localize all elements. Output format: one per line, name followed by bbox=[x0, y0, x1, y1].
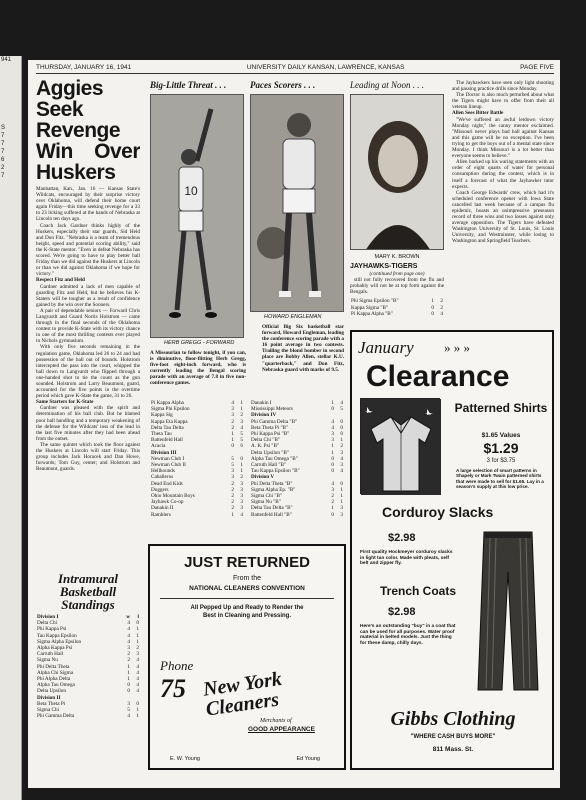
coats-price: $2.98 bbox=[388, 606, 416, 618]
wins: 4 bbox=[127, 626, 130, 633]
losses: 3 bbox=[340, 505, 343, 512]
wins: 4 bbox=[127, 632, 130, 639]
losses: 1 bbox=[340, 437, 343, 444]
team-name: Delta Upsilon "B" bbox=[251, 449, 289, 456]
team-name: Phi Gamma Delta bbox=[37, 713, 75, 720]
prev-page-fragment: 7 bbox=[1, 173, 5, 179]
wins: 2 bbox=[231, 493, 234, 500]
store-tagline: "WHERE CASH BUYS MORE" bbox=[410, 734, 496, 740]
continuation-note: (continued from page one) bbox=[369, 271, 425, 277]
team-name: Pi Kappa Alpha bbox=[151, 400, 184, 406]
photo2-signature: HOWARD ENGLEMAN bbox=[264, 314, 322, 320]
losses: 1 bbox=[340, 493, 343, 500]
team-name: Caballeros bbox=[151, 474, 174, 481]
wins: 2 bbox=[231, 424, 234, 431]
team-name: Alpha Tau Omega bbox=[37, 682, 75, 689]
standings-table bbox=[150, 400, 244, 518]
team-name: Dead End Kids bbox=[151, 480, 183, 487]
prev-page-fragment: S bbox=[1, 125, 6, 131]
slacks-description: First quality Hockmeyer corduroy slacks in light tan color. Made with pleats, self belt and zipper fly. bbox=[360, 550, 453, 567]
shirts-multi-price: 3 for $3.75 bbox=[486, 458, 516, 464]
ad-phone-word: Phone bbox=[160, 658, 194, 673]
team-name: Phi Alpha Delta bbox=[37, 676, 71, 683]
article-paragraph: Gardner was pleased with the spirit and determination of his ball club. But he blamed poor ball handling and a temporary weakening of the defense for the Wildcats' loss of the lead in the last five minutes after they had been ahead from the outset. bbox=[36, 405, 140, 442]
team-name: Kappa Sig bbox=[151, 412, 173, 419]
team-name: Danakin II bbox=[151, 505, 174, 512]
photo2-caption: Paces Scorers . . . bbox=[250, 80, 316, 90]
wins: 4 bbox=[127, 620, 130, 627]
team-name: Tau Kappa Epsilon bbox=[37, 632, 77, 639]
wins: 2 bbox=[331, 493, 334, 500]
team-name: Phi Delta Theta "B" bbox=[251, 480, 293, 487]
article-subhead: Same Starters for K-State bbox=[36, 399, 94, 406]
team-name: Alpha Tau Omega "B" bbox=[251, 455, 298, 462]
wins: 0 bbox=[331, 455, 334, 462]
shirts-price: $1.29 bbox=[483, 440, 519, 456]
team-name: Phi Delta Theta bbox=[37, 663, 70, 670]
wins: 2 bbox=[231, 418, 234, 425]
prev-page-fragment: 941 bbox=[1, 57, 12, 63]
wins: 1 bbox=[331, 443, 334, 450]
wins: 1 bbox=[431, 298, 434, 305]
team-name: Tau Kappa Epsilon "B" bbox=[251, 468, 300, 475]
article-subhead: Allen Sees Bitter Battle bbox=[452, 110, 504, 117]
standings-row bbox=[350, 311, 444, 317]
player-silhouette-icon bbox=[151, 95, 244, 338]
losses: 4 bbox=[340, 455, 343, 462]
losses: 5 bbox=[240, 431, 243, 438]
ad-phone-number: 75 bbox=[160, 674, 186, 703]
wins: 2 bbox=[127, 657, 130, 664]
team-name: Beta Theta Pi "B" bbox=[251, 424, 289, 431]
team-name: Phi Sigma Epsilon "B" bbox=[351, 298, 399, 305]
team-name: Phi Gamma Delta "B" bbox=[251, 418, 298, 425]
coats-description: Here's an outstanding "buy" in a coat that can be used for all purposes. Water proof material in belted models. Just the thing for these damp, chilly days. bbox=[360, 624, 456, 646]
article-paragraph: With only five seconds remaining in the regulation game, Oklahoma led 26 to 24 and had possession of the ball out of bounds. Holstrom intercepted the pass into the court, whipped the ball down to Langvardt who flipped through a one-handed shot to tie the count as the gun sounded. Holstrom and Larry Beaumont, guard, accounted for the five points in the overtime period which gave K-State the game, 31 to 26. bbox=[36, 344, 140, 400]
wins: 5 bbox=[127, 707, 130, 714]
prev-page-fragment: 7 bbox=[1, 133, 5, 139]
losses: 3 bbox=[240, 505, 243, 512]
ad-from: From the bbox=[232, 575, 261, 582]
issue-date: THURSDAY, JANUARY 16, 1941 bbox=[36, 64, 132, 71]
wins: 5 bbox=[231, 455, 234, 462]
paper-name: UNIVERSITY DAILY KANSAN, LAWRENCE, KANSAS bbox=[246, 64, 405, 71]
new-york-cleaners-ad bbox=[148, 544, 346, 770]
division-label: Division I bbox=[37, 614, 59, 620]
photo3-caption: Leading at Noon . . . bbox=[350, 80, 425, 90]
slacks-price: $2.98 bbox=[388, 532, 416, 544]
team-name: Pi Kappa Alpha "B" bbox=[351, 310, 393, 317]
losses: 1 bbox=[340, 499, 343, 506]
standings-title: Intramural Basketball Standings bbox=[58, 572, 118, 612]
wins: 3 bbox=[231, 406, 234, 413]
team-name: Delta Tau Delta "B" bbox=[251, 505, 293, 512]
losses: 4 bbox=[136, 682, 139, 689]
prev-page-fragment: 7 bbox=[1, 149, 5, 155]
losses: 4 bbox=[340, 400, 343, 406]
losses: 1 bbox=[136, 626, 139, 633]
wins: 3 bbox=[231, 412, 234, 419]
photo-howard-engleman bbox=[250, 94, 344, 312]
player-silhouette-icon bbox=[251, 95, 344, 312]
store-address: 811 Mass. St. bbox=[432, 746, 474, 753]
intramural-standings bbox=[36, 572, 140, 784]
team-name: Hellhounds bbox=[151, 468, 175, 475]
wins: 1 bbox=[127, 669, 130, 676]
losses: 0 bbox=[136, 700, 139, 707]
wins: 4 bbox=[331, 480, 334, 487]
team-name: Newman Club I bbox=[151, 455, 185, 462]
losses: 2 bbox=[440, 298, 443, 305]
losses: 3 bbox=[340, 462, 343, 469]
wins: 0 bbox=[431, 304, 434, 311]
wins: 5 bbox=[231, 462, 234, 469]
losses: 3 bbox=[136, 651, 139, 658]
losses: 3 bbox=[240, 499, 243, 506]
shirts-value: $1.65 Values bbox=[481, 432, 521, 439]
lead-headline: Aggies Seek Revenge Win Over Huskers bbox=[36, 78, 140, 184]
team-name: A. K. Psi "B" bbox=[251, 443, 280, 450]
standings-continued-right bbox=[250, 400, 344, 540]
article-paragraph: Coach Jack Gardner thinks highly of the Huskers, especially their star guards, Sid Held and Don Fitz. "Nebraska is a team of tremendous height, speed and potential scoring ability," said the K-State mentor. "Even in defeat Nebraska has scored. We're going to have to play better ball Friday than we did against the Huskers at Lincoln or than we did against Oklahoma if we hope for victory." bbox=[36, 222, 140, 278]
wins-header: w bbox=[126, 614, 130, 620]
ad-line: Best in Cleaning and Pressing. bbox=[202, 613, 292, 619]
losses: 5 bbox=[240, 437, 243, 444]
team-name: Sigma Nu bbox=[37, 657, 58, 664]
team-name: Ramblers bbox=[151, 511, 171, 518]
jayhawks-standings-table bbox=[350, 298, 444, 317]
losses: 1 bbox=[240, 406, 243, 413]
shirt-icon bbox=[361, 399, 441, 495]
team-name: Battenfeld Hall "B" bbox=[251, 511, 292, 518]
wins: 0 bbox=[331, 468, 334, 475]
wins: 1 bbox=[231, 437, 234, 444]
standings-row bbox=[36, 713, 140, 719]
standings-continued-left bbox=[150, 400, 244, 540]
team-name: Acacia bbox=[151, 443, 166, 450]
gibbs-clothing-clearance-ad bbox=[350, 330, 554, 770]
standings-table bbox=[36, 614, 140, 719]
team-name: Danakin I bbox=[251, 400, 272, 406]
newspaper-page bbox=[28, 60, 560, 788]
wins: 2 bbox=[231, 505, 234, 512]
ad-event: NATIONAL CLEANERS CONVENTION bbox=[189, 585, 305, 592]
losses: 2 bbox=[136, 645, 139, 652]
wins: 1 bbox=[331, 400, 334, 406]
team-name: Sigma Alpha Epsilon bbox=[37, 638, 82, 645]
photo-mary-k-brown bbox=[350, 94, 444, 250]
losses: 3 bbox=[240, 493, 243, 500]
division-label: Division IV bbox=[251, 412, 277, 419]
wins: 0 bbox=[231, 443, 234, 450]
losses: 1 bbox=[136, 707, 139, 714]
losses: 1 bbox=[136, 713, 139, 720]
team-name: Sigma Chi "B" bbox=[251, 493, 283, 500]
team-name: Kappa Eta Kappa bbox=[151, 418, 188, 425]
team-name: Sigma Chi bbox=[37, 707, 60, 714]
prev-page-fragment: 6 bbox=[1, 157, 5, 163]
ad-tagline: GOOD APPEARANCE bbox=[248, 726, 315, 733]
coats-title: Trench Coats bbox=[380, 584, 457, 598]
losses: 0 bbox=[340, 480, 343, 487]
losses: 5 bbox=[340, 406, 343, 413]
wins: 0 bbox=[127, 682, 130, 689]
svg-text:10: 10 bbox=[184, 184, 198, 198]
jayhawks-headline: JAYHAWKS-TIGERS bbox=[350, 263, 418, 270]
team-name: Ohio Mountain Boys bbox=[151, 493, 195, 500]
team-name: Doggers bbox=[151, 486, 169, 493]
ad-arrows: » » » bbox=[444, 340, 470, 355]
wins: 2 bbox=[231, 480, 234, 487]
article-paragraph: The Doctor is also much perturbed about what the Tigers might have to offer from their all veteran lineup. bbox=[452, 92, 554, 111]
team-name: Battenfeld Hall bbox=[151, 437, 183, 444]
team-name: Delta Tau Delta bbox=[151, 424, 184, 431]
wins: 2 bbox=[331, 499, 334, 506]
photo3-name: MARY K. BROWN bbox=[374, 254, 420, 260]
wins: 1 bbox=[231, 431, 234, 438]
wins: 0 bbox=[431, 310, 434, 317]
photo1-cutline: A Missourian to follow tonight, if you can, is diminutive, floor-flitting Herb Gregg, five-foot eight-inch forward, who is currently leading the Bengal scoring parade with an average of 7.8 in five non-conference games. bbox=[150, 350, 246, 387]
losses: 4 bbox=[136, 676, 139, 683]
wins: 3 bbox=[127, 700, 130, 707]
losses: 3 bbox=[340, 449, 343, 456]
photo2-cutline: Official Big Six basketball star forward, Howard Engleman, leading the conference scoring parade with a 16 point average in two contests. Trailing the blond bomber in second place are Bobby Allen, stellar K.U. "quarterback," and Don Fitz, Nebraska guard with marks of 9.5. bbox=[262, 324, 344, 373]
wins: 4 bbox=[127, 713, 130, 720]
losses: 2 bbox=[240, 474, 243, 481]
losses: 3 bbox=[240, 480, 243, 487]
standings-table bbox=[250, 400, 344, 518]
wins: 2 bbox=[231, 499, 234, 506]
team-name: Phi Kappa Psi bbox=[37, 626, 67, 633]
article-paragraph: Gardner admitted a lack of men capable of guarding Fitz and Held, but he believes his K-Staters will be tougher as a result of confidence gained by the win over the Sooners. bbox=[36, 283, 140, 308]
standings-row bbox=[150, 512, 244, 518]
losses: 0 bbox=[340, 424, 343, 431]
ad-tagline: Merchants of bbox=[260, 718, 292, 724]
wins: 3 bbox=[231, 474, 234, 481]
trousers-icon bbox=[468, 528, 548, 698]
losses: 1 bbox=[240, 468, 243, 475]
team-name: Delta Upsilon bbox=[37, 688, 66, 695]
ad-line: All Pepped Up and Ready to Render the bbox=[190, 605, 304, 611]
wins: 3 bbox=[331, 486, 334, 493]
wins: 3 bbox=[127, 645, 130, 652]
wins: 4 bbox=[331, 418, 334, 425]
photo1-signature: HERB GREGG - FORWARD bbox=[164, 340, 235, 346]
wins: 1 bbox=[127, 663, 130, 670]
losses: 1 bbox=[240, 400, 243, 406]
article-paragraph: A pair of dependable seniors — Forward Chris Langvardt and Guard Norris Holstrom — came through in the final seconds of the Oklahoma contest to provide K-State with its victory chance in one of the most thrilling contests ever played in Nichols gymnasium. bbox=[36, 307, 140, 345]
losses: 4 bbox=[136, 657, 139, 664]
losses: 4 bbox=[136, 669, 139, 676]
losses: 1 bbox=[136, 638, 139, 645]
wins: 4 bbox=[331, 424, 334, 431]
shirts-title: Patterned Shirts bbox=[454, 401, 548, 415]
ad-brand: New York Cleaners bbox=[201, 667, 284, 721]
wins: 1 bbox=[231, 511, 234, 518]
losses: 0 bbox=[136, 620, 139, 627]
team-name: Kappa Sigma "B" bbox=[351, 304, 389, 311]
wins: 3 bbox=[331, 431, 334, 438]
ad-title: JUST RETURNED bbox=[184, 554, 310, 571]
wins: 4 bbox=[231, 400, 234, 406]
losses: 2 bbox=[340, 443, 343, 450]
article-paragraph: Allen backed up his waring statements with an order of eight quarts of water for personal consumption during the contest, which is in itself a forecast of what the Jayhawker tutor expects. bbox=[452, 159, 554, 190]
team-name: Delta Chi "B" bbox=[251, 437, 281, 444]
wins: 1 bbox=[331, 449, 334, 456]
page-number: PAGE FIVE bbox=[520, 64, 554, 71]
page-header bbox=[36, 64, 554, 74]
prev-page-fragment: 2 bbox=[1, 165, 5, 171]
shirt-illustration bbox=[360, 398, 440, 494]
team-name: Alpha Chi Sigma bbox=[37, 669, 74, 676]
portrait-icon bbox=[351, 95, 444, 250]
losses: 1 bbox=[136, 632, 139, 639]
ad-title: Clearance bbox=[366, 360, 510, 393]
slacks-illustration bbox=[468, 528, 548, 698]
wins: 2 bbox=[127, 651, 130, 658]
team-name: Jayhawk Co-op bbox=[151, 499, 184, 506]
team-name: Beta Theta Pi bbox=[37, 700, 66, 707]
losses: 4 bbox=[340, 468, 343, 475]
article-paragraph: still not fully recovered from the flu and probably will not be at top form against the Bengals. bbox=[350, 277, 444, 296]
wins: 1 bbox=[331, 505, 334, 512]
team-name: Delta Chi bbox=[37, 620, 58, 627]
losses: 6 bbox=[240, 443, 243, 450]
losses: 3 bbox=[240, 418, 243, 425]
losses: 1 bbox=[340, 486, 343, 493]
article-paragraph: The same quintet which took the floor against the Huskers at Lincoln will start Friday. This group includes Jack Horacek and Dan Howe, forwards; Tom Guy, center; and Holstrom and Beaumont, guards. bbox=[36, 441, 140, 473]
team-name: Carruth Hall "B" bbox=[251, 462, 287, 469]
article-paragraph: "We've suffered an awful letdown victory Monday night," the canny mentor exclaimed. "Missouri never plays bad ball against Kansas and this game will be no exception. I've been trying to get the boys out of a mental state since Monday. I think Missouri is a lot better than everyone seems to believe." bbox=[452, 116, 554, 160]
team-name: Sigma Phi Epsilon bbox=[151, 406, 190, 413]
slacks-title: Corduroy Slacks bbox=[382, 504, 494, 520]
wins: 0 bbox=[331, 511, 334, 518]
losses: 4 bbox=[440, 310, 443, 317]
wins: 4 bbox=[127, 638, 130, 645]
losses-header: l bbox=[137, 614, 139, 620]
article-subhead: Respect Fitz and Held bbox=[36, 277, 85, 284]
team-name: Alpha Kappa Psi bbox=[37, 645, 73, 652]
team-name: Mississippi Meteors bbox=[251, 406, 293, 413]
wins: 3 bbox=[331, 437, 334, 444]
team-name: Sigma Alpha Ep. "B" bbox=[251, 486, 296, 493]
losses: 0 bbox=[340, 418, 343, 425]
shirts-description: A large selection of smart patterns in Shapely or Mark Twain patterned shirts that were made to sell for $1.65. Lay in a season's supply at this low price. bbox=[456, 468, 544, 490]
team-name: Carruth Hall bbox=[37, 651, 64, 658]
losses: 0 bbox=[340, 431, 343, 438]
article-paragraph: Coach George Edwards' crew, which had it's scheduled conference opener with Iowa State cancelled last week because of a campus flu epidemic, boasts an unimpressive preseason record of three wins and two losses against only average opposition. The Tigers have defeated Washington University of St. Louis, St. Louis University, and Westminster, while losing to Washington and Springfield Teachers. bbox=[452, 189, 554, 245]
ad-proprietor: Ed Young bbox=[296, 756, 320, 762]
lead-article bbox=[36, 78, 140, 568]
team-name: Newman Club II bbox=[151, 462, 186, 469]
losses: 0 bbox=[240, 455, 243, 462]
prev-page-fragment: 7 bbox=[1, 141, 5, 147]
article-paragraph: The Jayhawkers have seen only light shooting and passing practice drills since Monday. bbox=[452, 80, 554, 93]
previous-page-edge bbox=[0, 56, 22, 800]
photo-herb-gregg bbox=[150, 94, 244, 338]
wins: 3 bbox=[231, 468, 234, 475]
store-name: Gibbs Clothing bbox=[390, 708, 516, 730]
wins: 0 bbox=[331, 462, 334, 469]
division-label: Division II bbox=[37, 694, 61, 701]
losses: 4 bbox=[240, 424, 243, 431]
standings-row bbox=[250, 512, 344, 518]
losses: 3 bbox=[340, 511, 343, 518]
losses: 1 bbox=[240, 462, 243, 469]
losses: 4 bbox=[136, 663, 139, 670]
team-name: Theta Tau bbox=[151, 431, 172, 438]
losses: 4 bbox=[240, 511, 243, 518]
ad-proprietor: E. W. Young bbox=[170, 756, 200, 762]
article-paragraph: Manhattan, Kan., Jan. 16 — Kansas State's Wildcats, encouraged by their surprise victory over Oklahoma, will defend their home court again Friday—this time seeking revenge for a 33 to 23 licking suffered at the hands of Nebraska at Lincoln ten days ago. bbox=[36, 186, 140, 223]
losses: 2 bbox=[440, 304, 443, 311]
losses: 4 bbox=[136, 688, 139, 695]
division-label: Division III bbox=[151, 449, 177, 456]
wins: 2 bbox=[231, 486, 234, 493]
losses: 2 bbox=[240, 412, 243, 419]
division-label: Division V bbox=[251, 474, 275, 481]
wins: 1 bbox=[127, 676, 130, 683]
ad-month: January bbox=[358, 338, 414, 357]
wins: 0 bbox=[331, 406, 334, 413]
team-name: Sigma Nu "B" bbox=[251, 499, 281, 506]
wins: 0 bbox=[127, 688, 130, 695]
losses: 3 bbox=[240, 486, 243, 493]
photo1-caption: Big-Little Threat . . . bbox=[150, 80, 227, 90]
team-name: Phi Kappa Psi "B" bbox=[251, 431, 290, 438]
